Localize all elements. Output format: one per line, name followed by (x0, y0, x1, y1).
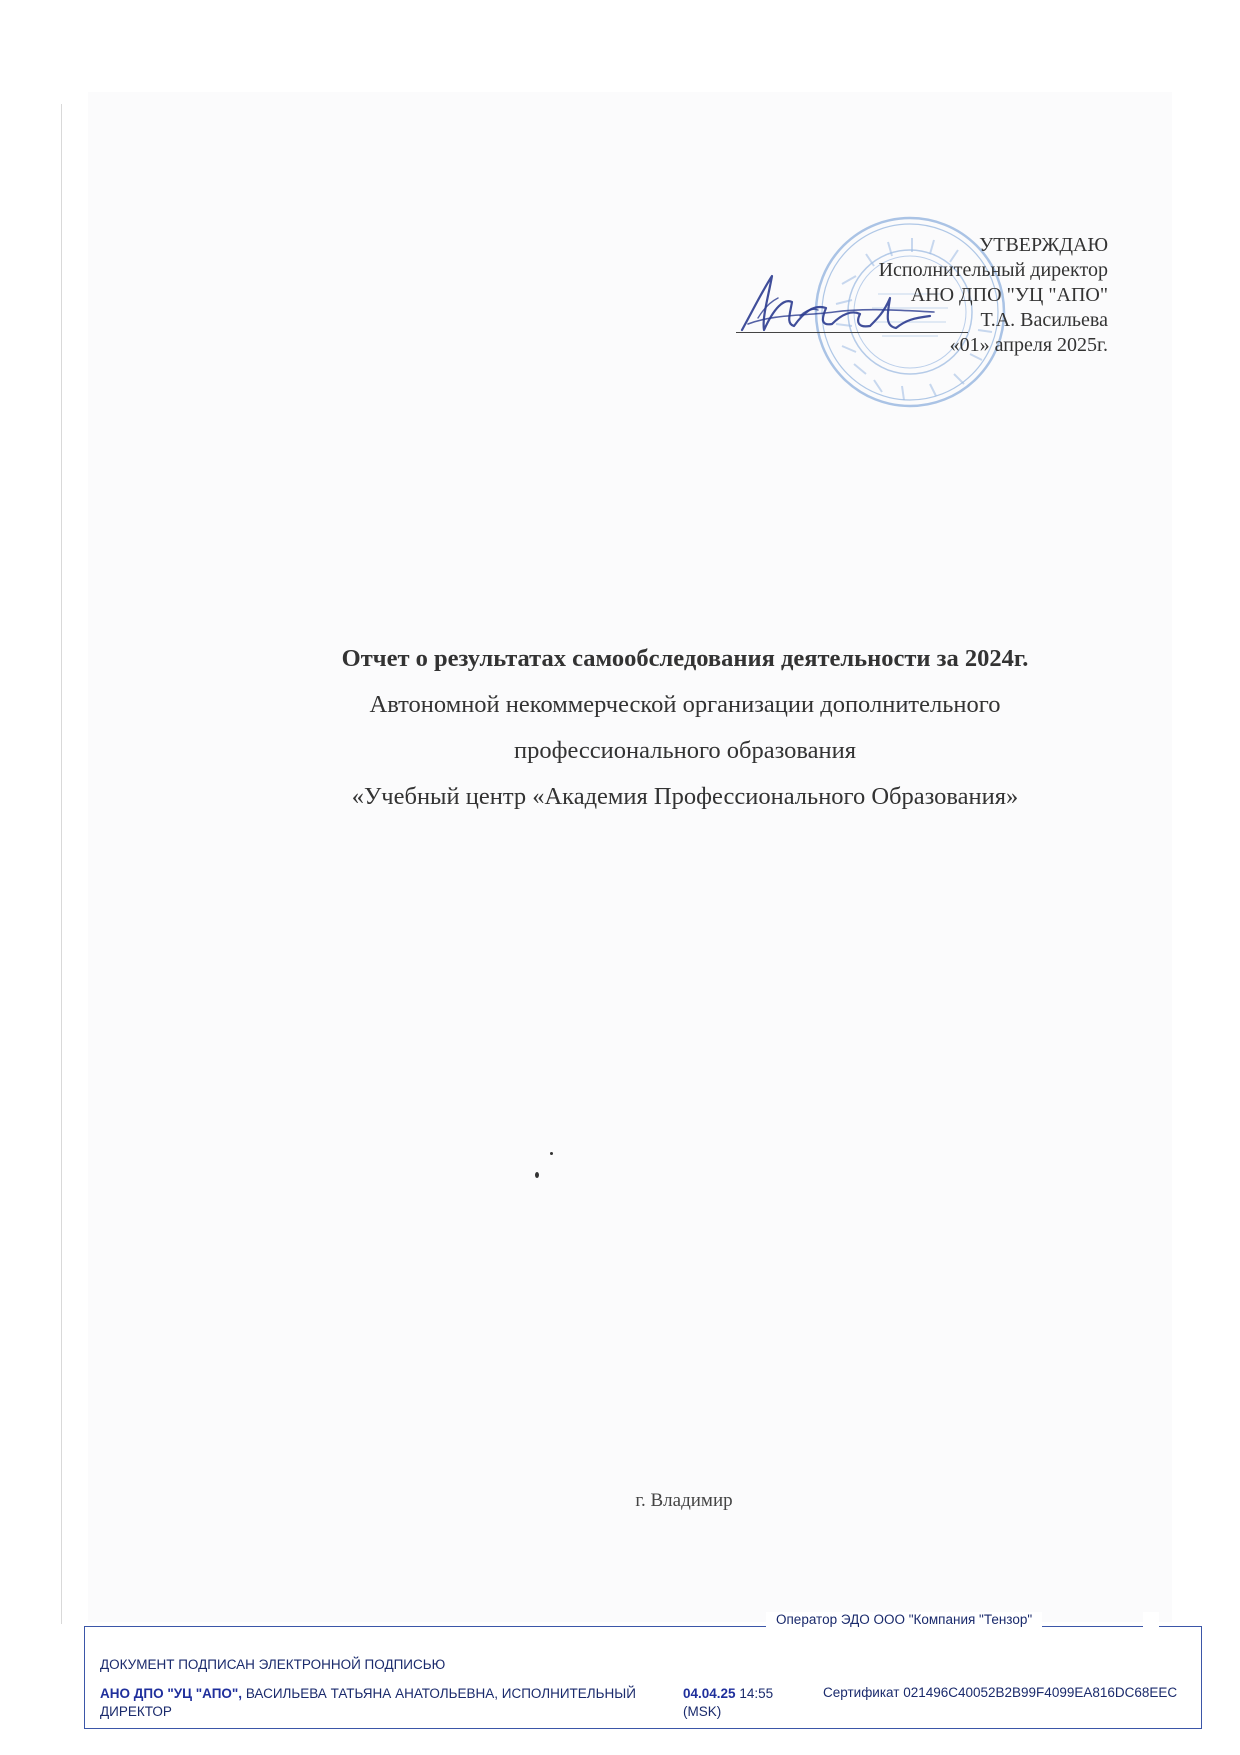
scan-margin-line (61, 104, 62, 1624)
esign-signer-name: ВАСИЛЬЕВА ТАТЬЯНА АНАТОЛЬЕВНА, ИСПОЛНИТЕЛЬНЫЙ ДИРЕКТОР (100, 1686, 636, 1719)
approval-position: Исполнительный директор (878, 259, 1108, 281)
esign-date: 04.04.25 (683, 1686, 736, 1701)
esign-heading: ДОКУМЕНТ ПОДПИСАН ЭЛЕКТРОННОЙ ПОДПИСЬЮ (100, 1657, 446, 1672)
scan-speck (535, 1172, 539, 1178)
approval-block (879, 233, 1108, 358)
esign-border-gap (1143, 1612, 1159, 1630)
report-title: Отчет о результатах самообследования деятельности за 2024г. (341, 645, 1029, 672)
approval-signatory: Т.А. Васильева (980, 309, 1108, 331)
approval-heading: УТВЕРЖДАЮ (979, 234, 1108, 256)
esign-operator: Оператор ЭДО ООО "Компания "Тензор" (766, 1612, 1042, 1627)
esign-signer-org: АНО ДПО "УЦ "АПО", (100, 1686, 243, 1701)
esign-certificate: Сертификат 021496C40052B2B99F4099EA816DC68EEC (823, 1685, 1178, 1700)
city-name: г. Владимир (635, 1490, 733, 1511)
report-subtitle-line-1: Автономной некоммерческой организации дополнительного (369, 691, 1001, 718)
esign-signer (100, 1685, 660, 1721)
esign-time: 14:55 (MSK) (683, 1686, 774, 1719)
electronic-signature-stamp (84, 1626, 1202, 1729)
approval-organization: АНО ДПО "УЦ "АПО" (910, 284, 1108, 306)
report-subtitle-line-2: профессионального образования (513, 737, 857, 764)
report-subtitle-line-3: «Учебный центр «Академия Профессионального Образования» (351, 783, 1019, 810)
esign-datetime (683, 1685, 803, 1721)
approval-date: «01» апреля 2025г. (949, 334, 1108, 356)
scan-speck (550, 1152, 553, 1155)
report-title-block (250, 636, 1120, 820)
